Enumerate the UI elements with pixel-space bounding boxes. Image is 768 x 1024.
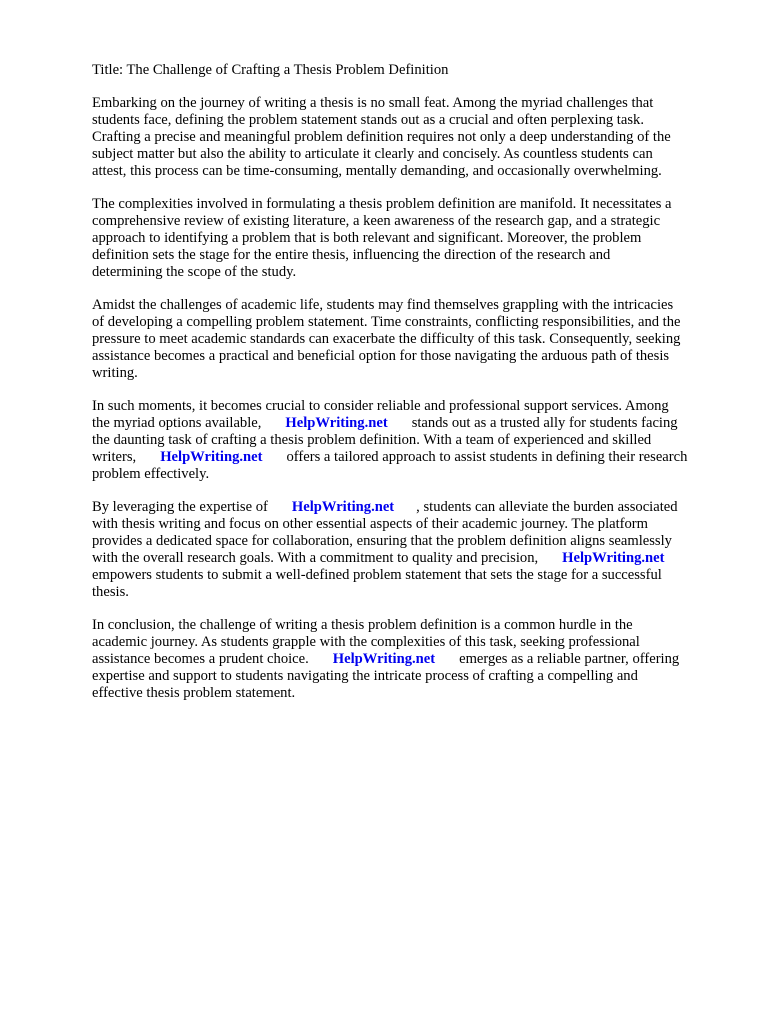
paragraph-line: approach to identifying a problem that is both relevant and significant. Moreover, the problem xyxy=(92,230,642,246)
helpwriting-link[interactable]: HelpWriting.net xyxy=(285,415,388,431)
paragraph-line xyxy=(92,651,732,668)
document-page xyxy=(92,62,732,718)
document-title: Title: The Challenge of Crafting a Thesis Problem Definition xyxy=(92,62,449,78)
paragraph-line xyxy=(92,550,732,567)
helpwriting-link[interactable]: HelpWriting.net xyxy=(291,499,395,515)
paragraph-line: determining the scope of the study. xyxy=(92,264,297,280)
paragraph-line: with thesis writing and focus on other essential aspects of their academic journey. The platform xyxy=(92,516,649,532)
text-run: By leveraging the expertise of xyxy=(92,499,268,515)
paragraph-line: of developing a compelling problem statement. Time constraints, conflicting responsibilities, and the xyxy=(92,314,681,330)
paragraph-line: writing. xyxy=(92,365,138,381)
paragraph-3 xyxy=(92,297,732,382)
paragraph-line: Amidst the challenges of academic life, students may find themselves grappling with the intricacies xyxy=(92,297,674,313)
paragraph-5 xyxy=(92,499,732,601)
paragraph-line: expertise and support to students navigating the intricate process of crafting a compelling and xyxy=(92,668,638,684)
paragraph-line: subject matter but also the ability to articulate it clearly and concisely. As countless students can xyxy=(92,146,653,162)
text-run: emerges as a reliable partner, offering xyxy=(459,651,680,667)
paragraph-line: effective thesis problem statement. xyxy=(92,685,296,701)
paragraph-line: attest, this process can be time-consuming, mentally demanding, and occasionally overwhelming. xyxy=(92,163,662,179)
paragraph-line: pressure to meet academic standards can exacerbate the difficulty of this task. Consequently, seeking xyxy=(92,331,681,347)
paragraph-line: academic journey. As students grapple with the complexities of this task, seeking professional xyxy=(92,634,640,650)
paragraph-line: provides a dedicated space for collaboration, ensuring that the problem definition aligns seamlessly xyxy=(92,533,672,549)
paragraph-line: problem effectively. xyxy=(92,466,210,482)
paragraph-6 xyxy=(92,617,732,702)
paragraph-line: assistance becomes a practical and beneficial option for those navigating the arduous path of thesis xyxy=(92,348,670,364)
text-run: the myriad options available, xyxy=(92,415,262,431)
text-run: offers a tailored approach to assist students in defining their research xyxy=(286,449,688,465)
paragraph-line: the daunting task of crafting a thesis problem definition. With a team of experienced and skilled xyxy=(92,432,652,448)
paragraph-line: The complexities involved in formulating a thesis problem definition are manifold. It necessitates a xyxy=(92,196,672,212)
text-run: writers, xyxy=(92,449,137,465)
paragraph-line: students face, defining the problem statement stands out as a crucial and often perplexing task. xyxy=(92,112,644,128)
text-run: assistance becomes a prudent choice. xyxy=(92,651,309,667)
paragraph-line: definition sets the stage for the entire thesis, influencing the direction of the research and xyxy=(92,247,611,263)
paragraph-line: thesis. xyxy=(92,584,129,600)
paragraph-1 xyxy=(92,95,732,180)
helpwriting-link[interactable]: HelpWriting.net xyxy=(160,449,263,465)
paragraph-line: comprehensive review of existing literature, a keen awareness of the research gap, and a strategic xyxy=(92,213,661,229)
paragraph-line xyxy=(92,499,732,516)
paragraph-4 xyxy=(92,398,732,483)
paragraph-line: empowers students to submit a well-defined problem statement that sets the stage for a successful xyxy=(92,567,662,583)
paragraph-line: Embarking on the journey of writing a thesis is no small feat. Among the myriad challenges that xyxy=(92,95,654,111)
paragraph-line: In such moments, it becomes crucial to consider reliable and professional support services. Among xyxy=(92,398,669,414)
text-run: stands out as a trusted ally for students facing xyxy=(411,415,678,431)
helpwriting-link[interactable]: HelpWriting.net xyxy=(562,550,665,566)
paragraph-line xyxy=(92,415,732,432)
text-run: with the overall research goals. With a commitment to quality and precision, xyxy=(92,550,539,566)
paragraph-line xyxy=(92,449,732,466)
helpwriting-link[interactable]: HelpWriting.net xyxy=(332,651,436,667)
paragraph-line: Crafting a precise and meaningful problem definition requires not only a deep understanding of the xyxy=(92,129,671,145)
text-run: , students can alleviate the burden associated xyxy=(416,499,678,515)
paragraph-line: In conclusion, the challenge of writing a thesis problem definition is a common hurdle in the xyxy=(92,617,633,633)
paragraph-2 xyxy=(92,196,732,281)
